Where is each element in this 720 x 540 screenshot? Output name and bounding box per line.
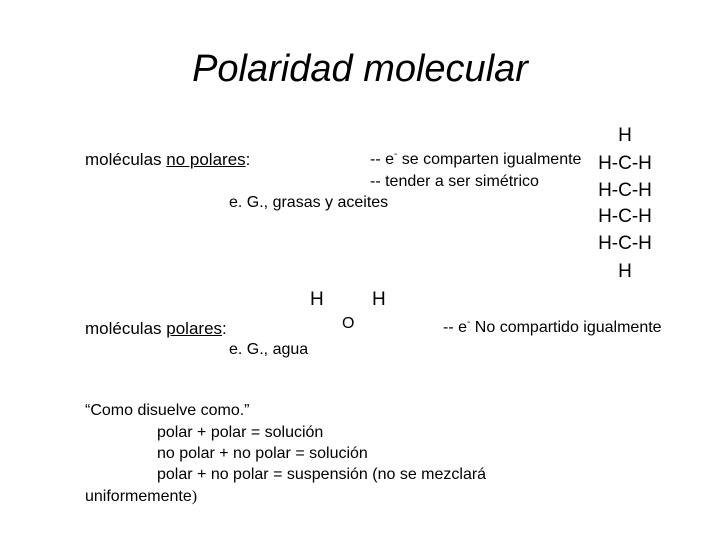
nonpolar-label-prefix: moléculas [85, 150, 167, 169]
nonpolar-electron-suffix: se comparten igualmente [397, 151, 582, 168]
rule-line4-main: uniformemente [85, 488, 192, 505]
nonpolar-electron-sup: - [394, 149, 398, 160]
rule-quote: “Como disuelve como.” [85, 402, 250, 419]
rule-line: polar + no polar = suspensión (no se mezclará [157, 466, 487, 483]
polar-example: e. G., agua [229, 341, 309, 358]
water-hydrogen-right: H [372, 289, 386, 310]
rule-line4-paren: ) [191, 488, 198, 505]
nonpolar-label [85, 151, 250, 168]
polar-electron-prefix: -- e [443, 319, 467, 336]
structure-line: H [618, 261, 632, 282]
structure-line: H-C-H [598, 153, 652, 174]
polar-label [85, 320, 227, 337]
nonpolar-example: e. G., grasas y aceites [229, 194, 389, 211]
polar-label-suffix: : [222, 319, 227, 338]
water-oxygen: O [342, 315, 355, 332]
polar-label-prefix: moléculas [85, 319, 167, 338]
polar-label-underlined: polares [166, 319, 223, 338]
structure-line: H [618, 125, 632, 146]
polar-electron-suffix: No compartido igualmente [470, 319, 662, 336]
nonpolar-symmetric-note: -- tender a ser simétrico [370, 173, 539, 190]
nonpolar-label-underlined: no polares [166, 150, 246, 169]
water-hydrogen-left: H [310, 289, 324, 310]
structure-line: H-C-H [598, 233, 652, 254]
rule-line-continuation [85, 489, 197, 505]
polar-electron-sup: - [467, 317, 471, 328]
nonpolar-label-suffix: : [245, 150, 251, 169]
rule-line: polar + polar = solución [157, 424, 324, 441]
nonpolar-electron-prefix: -- e [370, 151, 394, 168]
nonpolar-electron-note [370, 149, 582, 168]
structure-line: H-C-H [598, 206, 652, 227]
slide-title: Polaridad molecular [192, 48, 528, 90]
structure-line: H-C-H [598, 180, 652, 201]
rule-line: no polar + no polar = solución [157, 445, 368, 462]
polar-electron-note [443, 317, 662, 336]
